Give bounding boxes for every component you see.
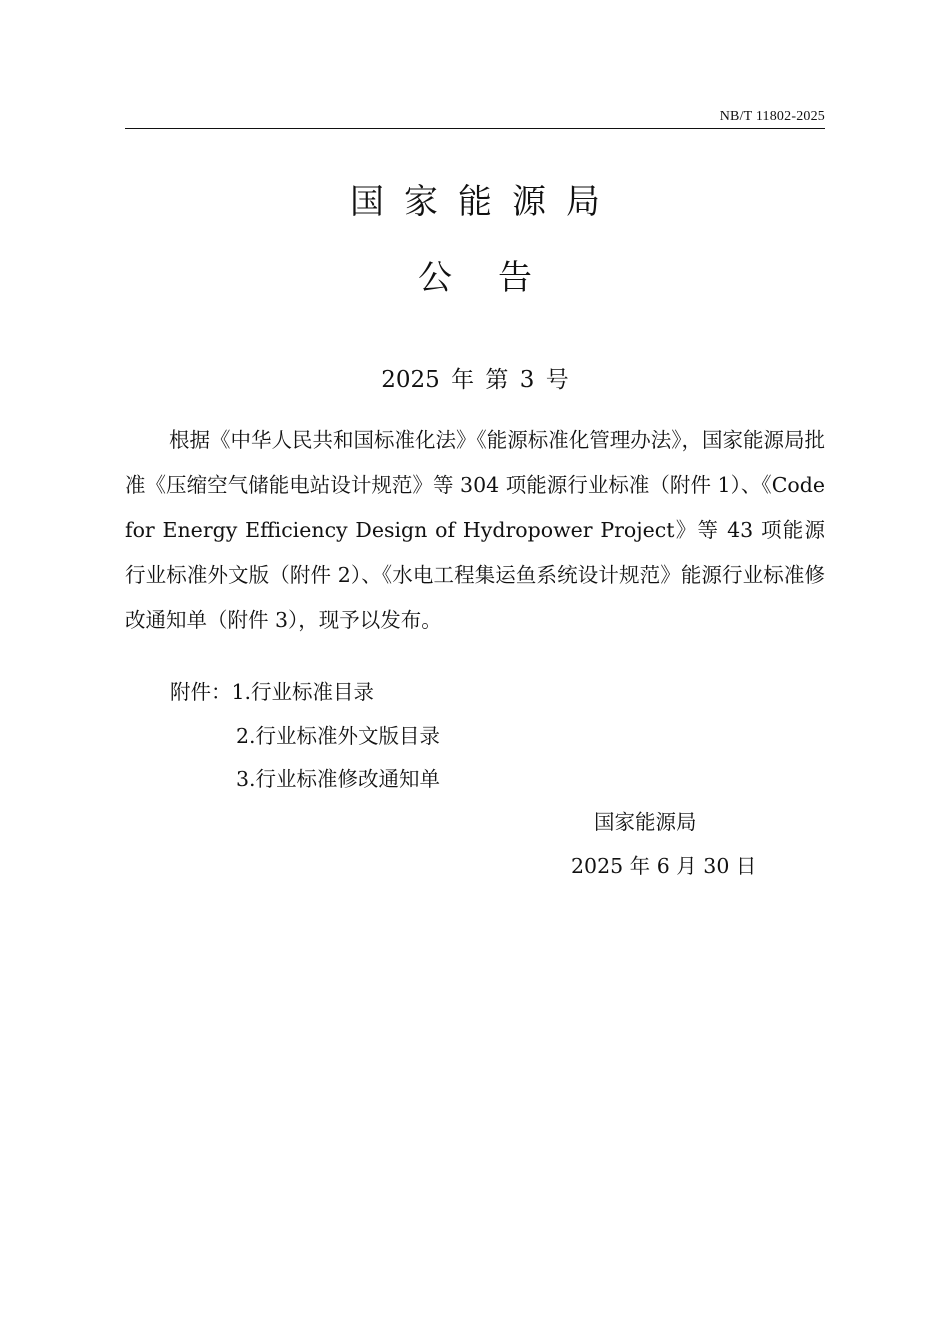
document-type-title: 公告	[418, 258, 578, 298]
attachment-item-1: 1.行业标准目录	[231, 680, 375, 704]
agency-title: 国家能源局	[350, 182, 620, 222]
attachment-item-3: 3.行业标准修改通知单	[236, 767, 441, 791]
standard-code: NB/T 11802-2025	[719, 109, 825, 124]
attachment-item-2: 2.行业标准外文版目录	[236, 724, 441, 748]
attachment-label: 附件：	[170, 680, 232, 704]
announcement-body: 根据《中华人民共和国标准化法》《能源标准化管理办法》，国家能源局批准《压缩空气储能电站设计规范》等 304 项能源行业标准（附件 1）、《Code for Energy Efficiency Design of Hydropower Project》等 43 项能源行业标准外文版（附件 2）、《水电工程集运鱼系统设计规范》能源行业标准修改通知单（附件 3），现予以发布。	[125, 428, 825, 632]
issuer-signature: 国家能源局	[594, 810, 697, 834]
issue-number: 2025 年 第 3 号	[381, 367, 569, 393]
attachment-list-first-line	[170, 677, 374, 707]
issue-date: 2025 年 6 月 30 日	[571, 854, 757, 878]
header-rule	[125, 128, 825, 129]
